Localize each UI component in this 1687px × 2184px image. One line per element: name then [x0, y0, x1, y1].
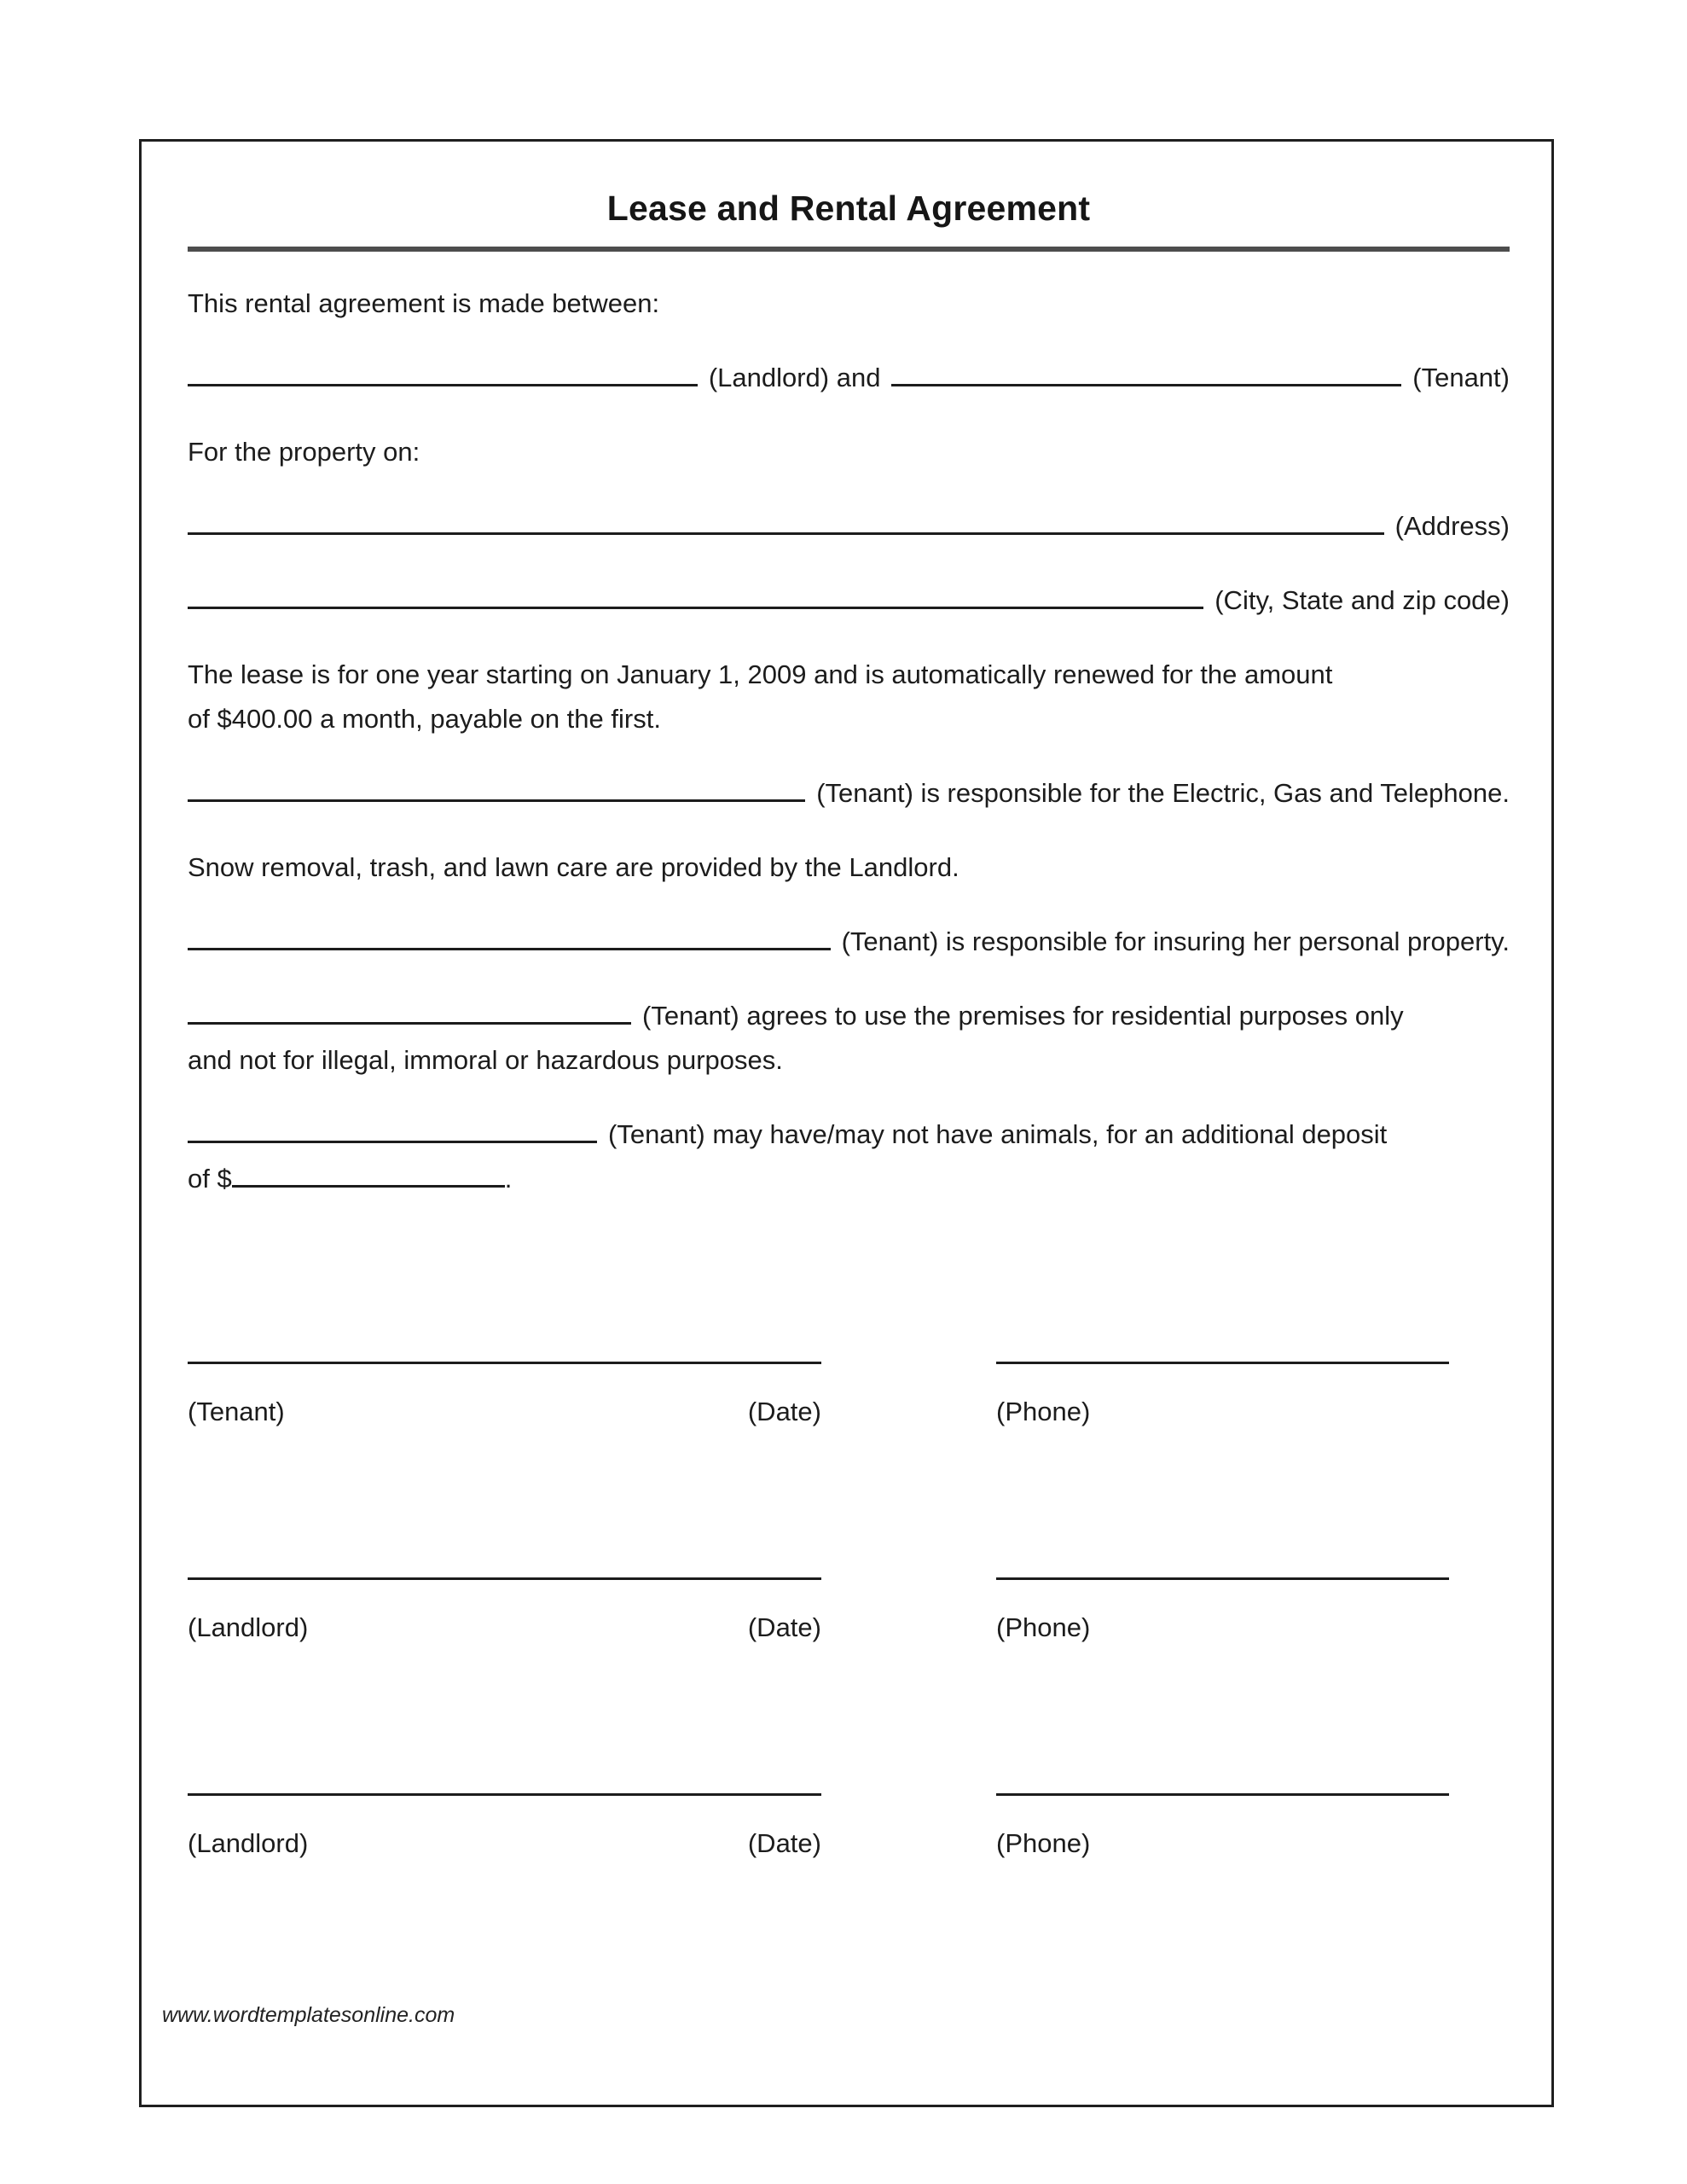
landlord1-date-label: (Date): [747, 1612, 821, 1643]
landlord2-date-label: (Date): [747, 1828, 821, 1859]
animals-clause-text: (Tenant) may have/may not have animals, for an additional deposit: [608, 1119, 1388, 1150]
city-state-zip-label: (City, State and zip code): [1215, 585, 1510, 616]
document-title: Lease and Rental Agreement: [606, 189, 1091, 228]
utilities-clause-text: (Tenant) is responsible for the Electric, Gas and Telephone.: [816, 778, 1510, 809]
address-line: [188, 504, 1510, 549]
landlord2-phone-label: (Phone): [996, 1828, 1091, 1859]
tenant-signature-line: [188, 1362, 821, 1364]
insurance-line: [188, 920, 1510, 964]
landlord1-phone-label: (Phone): [996, 1612, 1091, 1643]
insurance-clause-text: (Tenant) is responsible for insuring her personal property.: [841, 926, 1510, 957]
tenant-name-blank: [891, 357, 1401, 386]
utilities-tenant-blank: [188, 773, 805, 802]
address-blank: [188, 506, 1384, 535]
parties-line: [188, 356, 1510, 400]
deposit-amount-blank: [232, 1179, 505, 1188]
landlord2-signature-line: [188, 1793, 821, 1796]
landlord-label: (Landlord) and: [708, 363, 881, 393]
residential-clause-text: (Tenant) agrees to use the premises for residential purposes only: [642, 1001, 1404, 1031]
landlord-name-blank: [188, 357, 698, 386]
insurance-tenant-blank: [188, 921, 831, 950]
animals-tenant-blank: [188, 1135, 597, 1143]
landlord2-phone-line: [996, 1793, 1449, 1796]
tenant-party-label: (Tenant): [188, 1397, 285, 1427]
utilities-line: [188, 771, 1510, 816]
tenant-date-label: (Date): [747, 1397, 821, 1427]
animals-line1: [188, 1112, 1510, 1157]
lease-terms-paragraph: [188, 653, 1510, 741]
address-label: (Address): [1394, 511, 1510, 542]
landlord2-party-label: (Landlord): [188, 1828, 309, 1859]
landlord1-signature-line: [188, 1577, 821, 1580]
title-section: [188, 142, 1510, 252]
animals-paragraph: [188, 1112, 1510, 1201]
lease-terms-line1: The lease is for one year starting on January 1, 2009 and is automatically renewed for the amount: [188, 659, 1333, 690]
tenant-phone-label: (Phone): [996, 1397, 1091, 1427]
residential-tenant-blank: [188, 1016, 631, 1025]
deposit-suffix-text: .: [504, 1164, 513, 1194]
signature-section: [188, 1362, 1510, 1866]
deposit-prefix-text: of $: [188, 1164, 232, 1194]
landlord1-party-label: (Landlord): [188, 1612, 309, 1643]
landlord1-phone-line: [996, 1577, 1449, 1580]
tenant-phone-line: [996, 1362, 1449, 1364]
signature-group-tenant: [188, 1362, 1510, 1434]
animals-line2: [188, 1157, 1510, 1201]
city-line: [188, 578, 1510, 623]
property-intro-text: For the property on:: [188, 437, 420, 468]
lease-terms-line2: of $400.00 a month, payable on the first.: [188, 704, 661, 735]
residential-use-paragraph: [188, 994, 1510, 1083]
footer-url: www.wordtemplatesonline.com: [162, 2003, 455, 2027]
page-border: [139, 139, 1554, 2107]
intro-text: This rental agreement is made between:: [188, 288, 660, 319]
signature-group-landlord-2: [188, 1793, 1510, 1866]
document-content: [188, 142, 1510, 1866]
title-divider: [188, 247, 1510, 252]
residential-use-line1: [188, 994, 1510, 1038]
tenant-label: (Tenant): [1412, 363, 1510, 393]
residential-use-line2: and not for illegal, immoral or hazardous purposes.: [188, 1045, 783, 1076]
signature-group-landlord-1: [188, 1577, 1510, 1650]
landlord-services-text: Snow removal, trash, and lawn care are provided by the Landlord.: [188, 852, 959, 883]
city-state-zip-blank: [188, 580, 1203, 609]
